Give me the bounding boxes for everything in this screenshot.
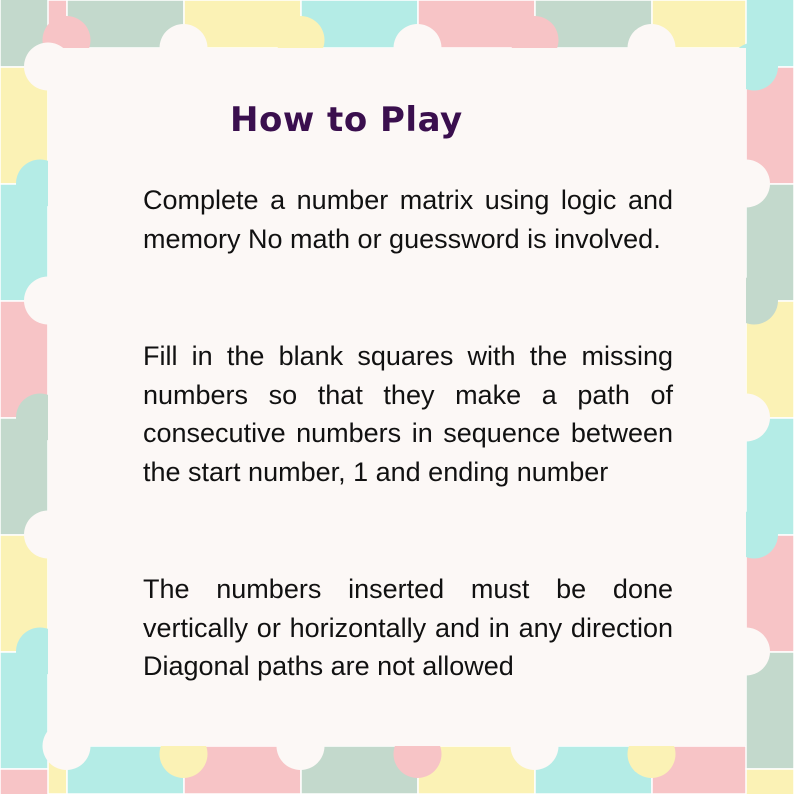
- instruction-paragraph-1: Complete a number matrix using logic and memory No math or guessword is involved.: [143, 185, 673, 254]
- instruction-paragraph-3: The numbers inserted must be done vertically or horizontally and in any direction Diagonal paths are not allowed: [143, 574, 673, 681]
- puzzle-piece: [746, 769, 794, 794]
- page-title: How to Play: [230, 100, 463, 140]
- instruction-paragraph-2: Fill in the blank squares with the missing numbers so that they make a path of consecutive numbers in sequence between the start number, 1 and ending number: [143, 341, 673, 487]
- puzzle-piece: [0, 769, 48, 794]
